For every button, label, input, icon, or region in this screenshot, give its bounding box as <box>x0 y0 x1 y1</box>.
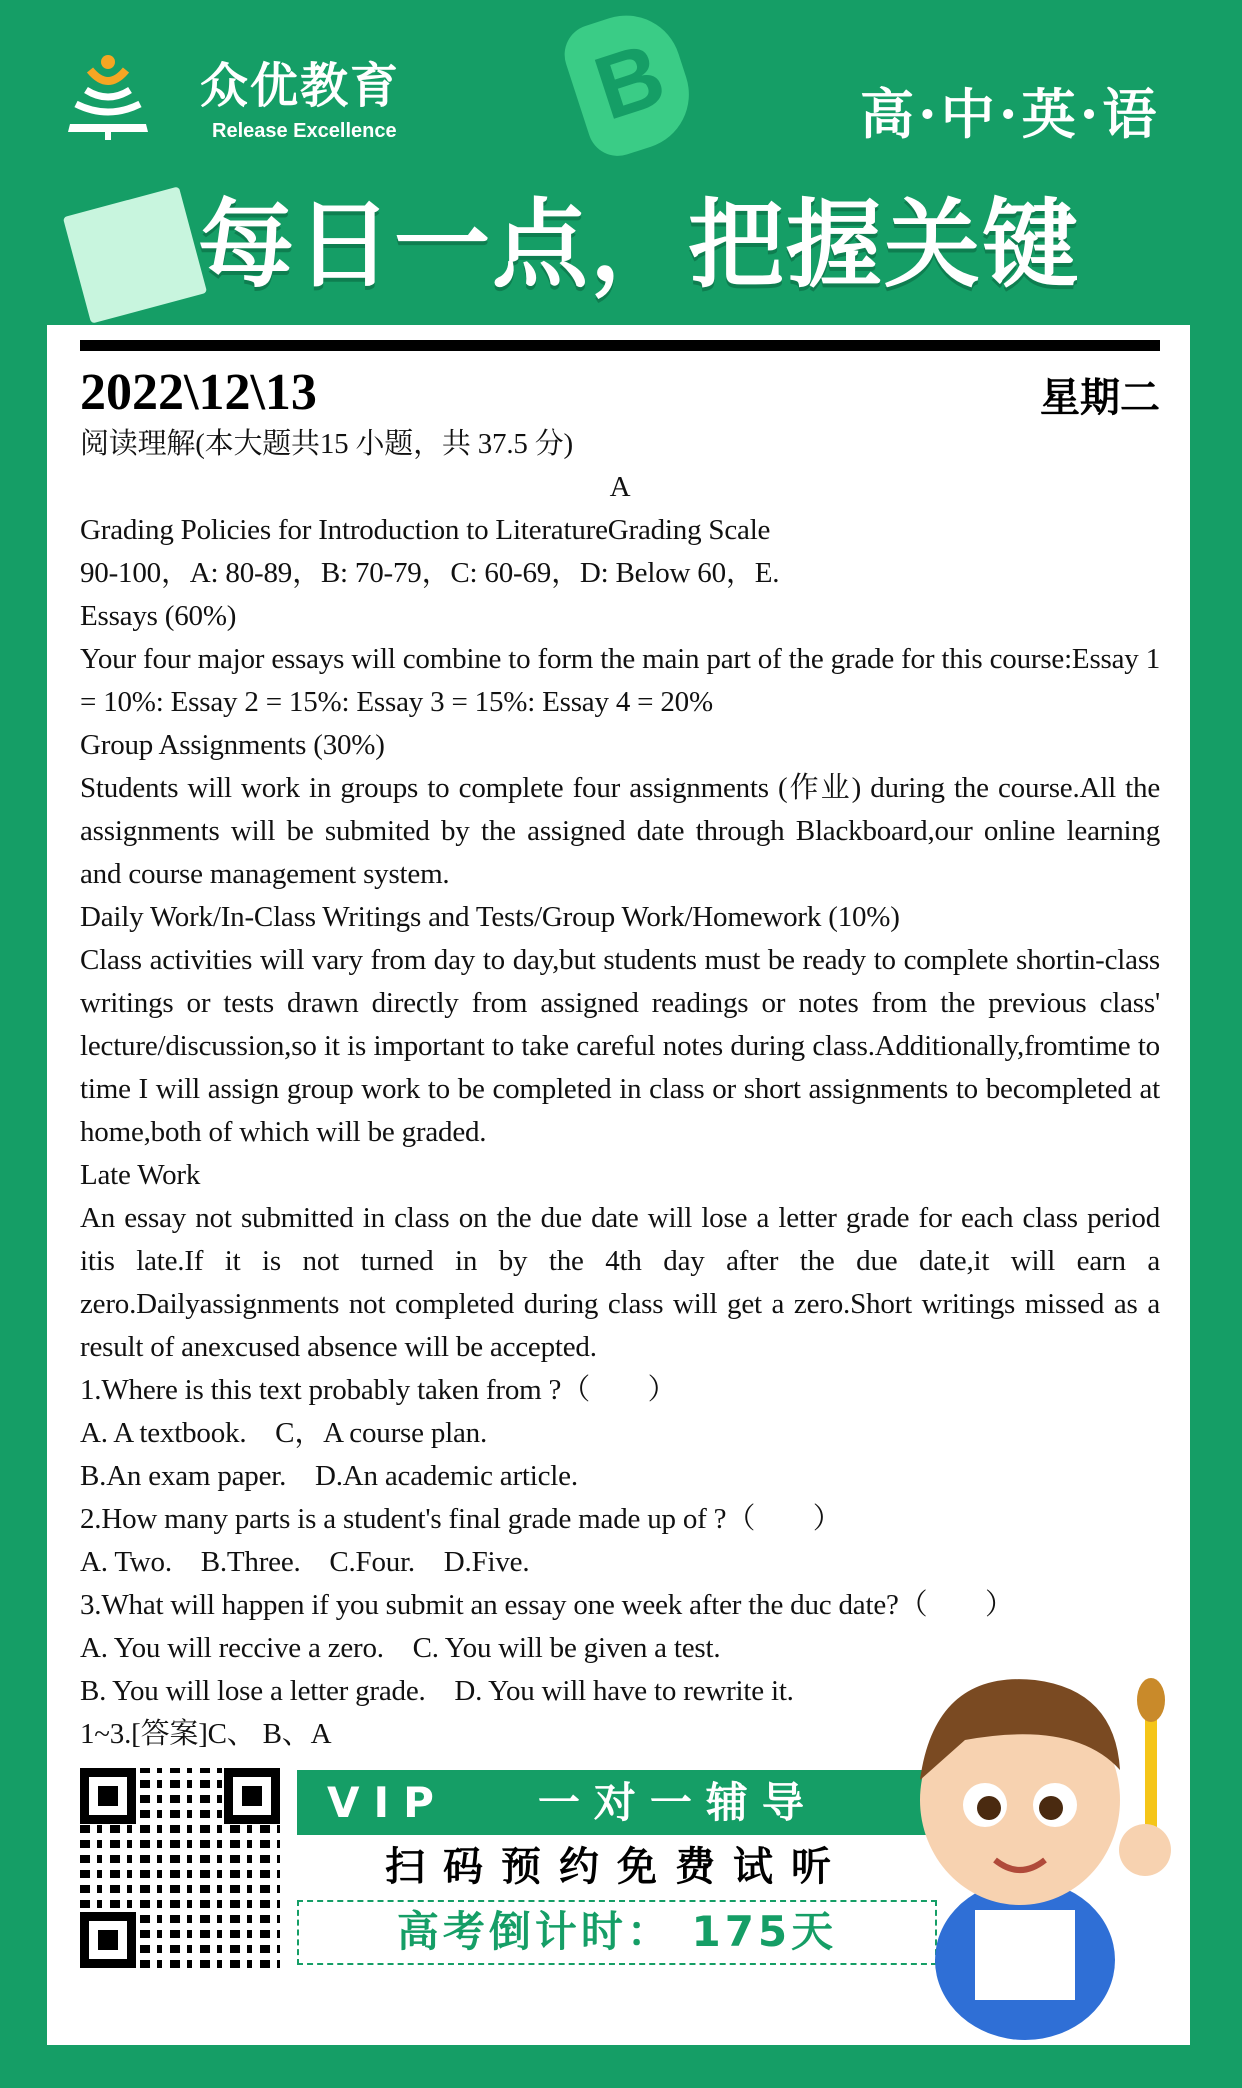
paragraph: An essay not submitted in class on the due date will lose a letter grade for each class period itis late.If it is not turned in by the 4th day after the due date,it will earn a zero.Dailyassignments not completed during class will get a zero.Short writings missed as a result of anexcused absence will be accepted. <box>80 1202 1160 1363</box>
subheading: Late Work <box>80 1159 201 1191</box>
date-row <box>80 359 1160 423</box>
options: A. Two. B.Three. C.Four. D.Five. <box>80 1546 530 1578</box>
options: A. A textbook. C，A course plan. <box>80 1417 488 1449</box>
passage-title: Grading Policies for Introduction to LiteratureGrading Scale <box>80 514 771 546</box>
brand-name: 众优教育 <box>200 58 401 114</box>
vip-label: VIP <box>327 1777 448 1827</box>
weekday: 星期二 <box>1040 375 1160 420</box>
logo-icon <box>68 52 183 142</box>
answer: 1~3.[答案]C、 B、A <box>80 1718 332 1750</box>
options: A. You will reccive a zero. C. You will be given a test. <box>80 1632 721 1664</box>
qr-code[interactable] <box>80 1768 280 1968</box>
paper-icon <box>63 186 207 323</box>
section-heading: 阅读理解(本大题共15 小题，共 37.5 分) <box>80 428 574 460</box>
vip-banner <box>297 1770 937 1835</box>
exam-countdown: 高考倒计时： 175天 <box>297 1900 937 1965</box>
qr-finder <box>224 1768 280 1824</box>
options: B.An exam paper. D.An academic article. <box>80 1460 578 1492</box>
brand-tagline: Release Excellence <box>212 120 397 142</box>
question: 2.How many parts is a student's final grade made up of ?（ ） <box>80 1503 842 1535</box>
tutoring-label: 一对一辅导 <box>537 1777 818 1827</box>
paragraph: Class activities will vary from day to day,but students must be ready to complete shortin-class writings or tests drawn directly from assigned readings or notes from the previous class' lecture/discussion,so it is important to take careful notes during class.Additionally,fromtime to time I will assign group work to be completed in class or short assignments to becompleted at home,both of which will be graded. <box>80 944 1160 1148</box>
subheading: Essays (60%) <box>80 600 237 632</box>
scan-prompt: 扫码预约免费试听 <box>385 1844 849 1890</box>
paragraph: Your four major essays will combine to form the main part of the grade for this course:Essay 1 = 10%: Essay 2 = 15%: Essay 3 = 15%: Essay 4 = 20% <box>80 643 1160 718</box>
reading-text <box>80 423 1160 1756</box>
paragraph: 90-100，A: 80-89，B: 70-79，C: 60-69，D: Below 60，E. <box>80 557 780 589</box>
slogan: 每日一点，把握关键 <box>198 189 1080 301</box>
paragraph: Students will work in groups to complete four assignments (作业) during the course.All the assignments will be submited by the assigned date through Blackboard,our online learning and course management system. <box>80 772 1160 890</box>
options: B. You will lose a letter grade. D. You will have to rewrite it. <box>80 1675 794 1707</box>
question: 1.Where is this text probably taken from ?（ ） <box>80 1374 677 1406</box>
decorative-letter-b: B <box>557 1 703 163</box>
date: 2022\12\13 <box>80 364 317 421</box>
subheading: Group Assignments (30%) <box>80 729 385 761</box>
mascot-illustration <box>905 1660 1195 2050</box>
qr-finder <box>80 1768 136 1824</box>
subheading: Daily Work/In-Class Writings and Tests/Group Work/Homework (10%) <box>80 901 900 933</box>
qr-finder <box>80 1912 136 1968</box>
subject-title: 高·中·英·语 <box>860 82 1161 146</box>
question: 3.What will happen if you submit an essay one week after the duc date?（ ） <box>80 1589 1014 1621</box>
divider-bar <box>80 340 1160 351</box>
passage-label: A <box>609 471 631 503</box>
